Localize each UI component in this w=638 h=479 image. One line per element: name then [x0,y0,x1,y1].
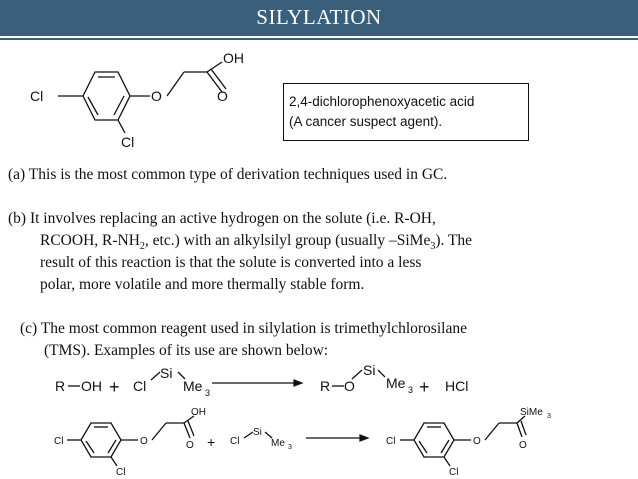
r2-cl-left: Cl [54,436,64,447]
r2-oh: OH [191,407,206,418]
r2-cl-bottom: Cl [116,467,126,478]
info-box [283,83,529,141]
r2-p-o-carbonyl: O [519,440,527,451]
atom-o-carbonyl: O [217,88,228,104]
reaction1-arrowhead [294,380,302,386]
paragraph-b-line1: (b) It involves replacing an active hydrogen on the solute (i.e. R-OH, [8,210,436,227]
r2-cl: Cl [230,436,240,447]
atom-cl-bottom: Cl [121,134,135,150]
paragraph-b-line4: polar, more volatile and more thermally stable form. [40,276,365,293]
paragraph-c-line2: (TMS). Examples of its use are shown below: [44,342,329,359]
r1-plus2: + [419,377,430,397]
info-box-line2: (A cancer suspect agent). [289,114,443,129]
atom-oh: OH [223,50,244,66]
r2-o-carbonyl: O [186,440,194,451]
main-molecule-bonds [58,62,226,133]
r1-me-sub: 3 [205,388,211,398]
r2-me: Me [271,438,285,449]
atom-cl-left: Cl [30,88,44,104]
paragraph-b-line3: result of this reaction is that the solute is converted into a less [40,254,422,271]
r1-me: Me [183,378,203,394]
r1-product-me-sub: 3 [408,385,414,395]
r1-product-o: O [344,378,355,394]
r2-p-o-ether: O [473,436,481,447]
reaction2-reactant-bonds [67,416,194,466]
b-line2-mid: , etc.) with an alkylsilyl group (usually –SiMe [144,232,431,249]
r1-plus: + [109,377,120,397]
r2-plus: + [207,434,216,450]
atom-o-ether: O [151,88,162,104]
r1-oh: OH [81,378,102,394]
r1-r: R [55,378,66,394]
r1-si: Si [160,365,173,381]
r2-me-sub: 3 [288,444,292,451]
r2-p-cl-left: Cl [386,436,396,447]
reaction2-product-bonds [400,416,526,466]
paragraph-a: (a) This is the most common type of derivation techniques used in GC. [8,166,448,183]
r2-p-sime: SiMe [520,407,543,418]
r1-product-si: Si [363,362,376,378]
b-line2-pre: RCOOH, R-NH [40,232,140,249]
b-line2-sub2: 3 [430,241,436,253]
reaction2-arrowhead [360,435,368,441]
r1-cl: Cl [133,378,147,394]
r2-p-sime-sub: 3 [547,413,551,420]
paragraph-c-line1: (c) The most common reagent used in silylation is trimethylchlorosilane [20,320,467,337]
page-title: SILYLATION [256,5,382,29]
r2-o-ether: O [140,436,148,447]
r2-si: Si [253,427,262,438]
r2-p-cl-bottom: Cl [449,467,459,478]
r1-product-r: R [320,378,331,394]
r1-hcl: HCl [445,378,469,394]
b-line2-sub1: 2 [139,241,145,253]
r1-product-me: Me [386,375,406,391]
info-box-line1: 2,4-dichlorophenoxyacetic acid [289,94,475,109]
b-line2-post: ). The [435,232,473,249]
